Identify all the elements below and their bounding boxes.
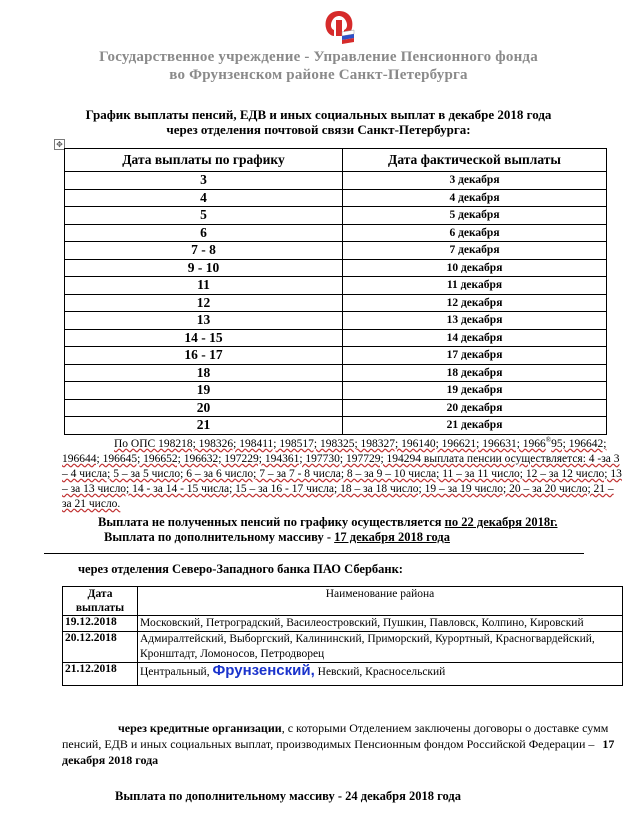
col-header-region: Наименование района xyxy=(138,587,623,616)
actual-date-cell: 3 декабря xyxy=(343,172,607,190)
regions-pre: Центральный, xyxy=(140,666,213,678)
org-name-line2: во Фрунзенском районе Санкт-Петербурга xyxy=(169,67,468,83)
regions-post: Невский, Красносельский xyxy=(314,666,446,678)
actual-date-cell: 7 декабря xyxy=(343,242,607,260)
sber-row-date: 20.12.2018 xyxy=(63,632,138,663)
col-header-actual: Дата фактической выплаты xyxy=(343,149,607,172)
table-row xyxy=(65,207,607,225)
unpaid-text: Выплата не полученных пенсий по графику осуществляется xyxy=(98,515,445,529)
sber-row-regions xyxy=(138,663,623,686)
scheduled-date-cell: 11 xyxy=(65,277,343,295)
sber-heading: через отделения Северо-Западного банка ПАО Сбербанк: xyxy=(78,562,403,576)
table-row xyxy=(65,399,607,417)
table-row xyxy=(65,242,607,260)
sber-row-regions: Московский, Петроградский, Василеостровский, Пушкин, Павловск, Колпино, Кировский xyxy=(138,616,623,632)
pension-fund-logo-icon xyxy=(320,8,358,46)
org-name-line1: Государственное учреждение - Управление Пенсионного фонда xyxy=(99,49,538,65)
ops-note-part1: По ОПС 198218; 198326; 198411; 198517; 198325; 198327; 196140; 196621; 196631; 1966 xyxy=(114,437,546,450)
schedule-subtitle: через отделения почтовой связи Санкт-Петербурга: xyxy=(166,122,471,137)
scheduled-date-cell: 19 xyxy=(65,382,343,400)
table-row xyxy=(65,364,607,382)
postal-schedule-table xyxy=(64,148,607,435)
col-header-scheduled: Дата выплаты по графику xyxy=(65,149,343,172)
table-row xyxy=(65,277,607,295)
actual-date-cell: 21 декабря xyxy=(343,417,607,435)
scheduled-date-cell: 9 - 10 xyxy=(65,259,343,277)
schedule-title: График выплаты пенсий, ЕДВ и иных социальных выплат в декабре 2018 года xyxy=(85,107,552,122)
highlight-comma: , xyxy=(310,662,315,679)
table-row xyxy=(65,259,607,277)
sber-row-date: 19.12.2018 xyxy=(63,616,138,632)
actual-date-cell: 10 декабря xyxy=(343,259,607,277)
table-row xyxy=(65,189,607,207)
scheduled-date-cell: 21 xyxy=(65,417,343,435)
table-row xyxy=(65,312,607,330)
scheduled-date-cell: 7 - 8 xyxy=(65,242,343,260)
table-move-handle-icon[interactable]: ✥ xyxy=(54,139,65,150)
actual-date-cell: 19 декабря xyxy=(343,382,607,400)
actual-date-cell: 17 декабря xyxy=(343,347,607,365)
table-row xyxy=(63,663,623,686)
actual-date-cell: 18 декабря xyxy=(343,364,607,382)
unpaid-date: по 22 декабря 2018г. xyxy=(444,515,558,529)
table-row xyxy=(65,224,607,242)
actual-date-cell: 12 декабря xyxy=(343,294,607,312)
scheduled-date-cell: 20 xyxy=(65,399,343,417)
scheduled-date-cell: 6 xyxy=(65,224,343,242)
unpaid-note xyxy=(98,515,558,530)
scheduled-date-cell: 5 xyxy=(65,207,343,225)
table-row xyxy=(63,616,623,632)
sber-row-regions: Адмиралтейский, Выборгский, Калининский, Приморский, Курортный, Красногвардейский, Кронштадт, Ломоносов, Петродворец xyxy=(138,632,623,663)
actual-date-cell: 5 декабря xyxy=(343,207,607,225)
extra1-text: Выплата по дополнительному массиву - xyxy=(104,530,335,544)
table-row xyxy=(65,329,607,347)
col-header-date: Дата выплаты xyxy=(63,587,138,616)
table-row xyxy=(65,417,607,435)
scheduled-date-cell: 13 xyxy=(65,312,343,330)
credit-org-note xyxy=(62,720,624,768)
table-row xyxy=(65,294,607,312)
actual-date-cell: 11 декабря xyxy=(343,277,607,295)
highlight-frunzensky: Фрунзенский xyxy=(212,662,311,679)
scheduled-date-cell: 12 xyxy=(65,294,343,312)
table-row xyxy=(63,632,623,663)
extra1-date: 17 декабря 2018 года xyxy=(334,530,450,544)
actual-date-cell: 13 декабря xyxy=(343,312,607,330)
scheduled-date-cell: 14 - 15 xyxy=(65,329,343,347)
credit-date: 17 декабря 2018 года xyxy=(62,737,615,767)
extra-payment-1 xyxy=(104,530,450,545)
actual-date-cell: 20 декабря xyxy=(343,399,607,417)
extra-payment-2: Выплата по дополнительному массиву - 24 декабря 2018 года xyxy=(115,789,461,803)
actual-date-cell: 14 декабря xyxy=(343,329,607,347)
ops-note: По ОПС 198218; 198326; 198411; 198517; 198325; 198327; 196140; 196621; 196631; 1966®95; 196642; 196644; 196645; 196652; 196632; 197229; 194361; 197730; 197729; 194294 выплата пенсии осуществляется: 4 -за 3 – 4 числа; 5 – за 5 число; 6 – за 6 число; 7 – за 7 - 8 числа; 8 – за 9 – 10 числа; 11 – за 11 число; 12 – за 12 число; 13 – за 13 число; 14 - за 14 - 15 числа; 15 – за 16 - 17 числа; 18 – за 18 число; 19 – за 19 число; 20 – за 20 число; 21 – за 21 число. xyxy=(62,436,622,510)
scheduled-date-cell: 16 - 17 xyxy=(65,347,343,365)
sberbank-table xyxy=(62,586,623,686)
scheduled-date-cell: 18 xyxy=(65,364,343,382)
scheduled-date-cell: 3 xyxy=(65,172,343,190)
table-row xyxy=(65,382,607,400)
credit-lead: через кредитные организации xyxy=(118,721,282,735)
credit-text: , с которыми Отделением заключены договоры о доставке сумм пенсий, ЕДВ и иных социальных выплат, производимых Пенсионным фондом Российской Федерации – xyxy=(62,721,609,751)
sber-row-date: 21.12.2018 xyxy=(63,663,138,686)
actual-date-cell: 6 декабря xyxy=(343,224,607,242)
divider xyxy=(44,553,584,554)
scheduled-date-cell: 4 xyxy=(65,189,343,207)
ops-note-part2: 95; 196642; 196644; 196645; 196652; 196632; 197229; 194361; 197730; 197729; 194294 выплата пенсии осуществляется: 4 -за 3 – 4 числа; 5 – за 5 число; 6 – за 6 число; 7 – за 7 - 8 числа; 8 – за 9 – 10 числа; 11 – за 11 число; 12 – за 12 число; 13 – за 13 число; 14 - за 14 - 15 числа; 15 – за 16 - 17 числа; 18 – за 18 число; 19 – за 19 число; 20 – за 20 число; 21 – за 21 число. xyxy=(62,437,622,510)
table-row xyxy=(65,347,607,365)
actual-date-cell: 4 декабря xyxy=(343,189,607,207)
table-row xyxy=(65,172,607,190)
